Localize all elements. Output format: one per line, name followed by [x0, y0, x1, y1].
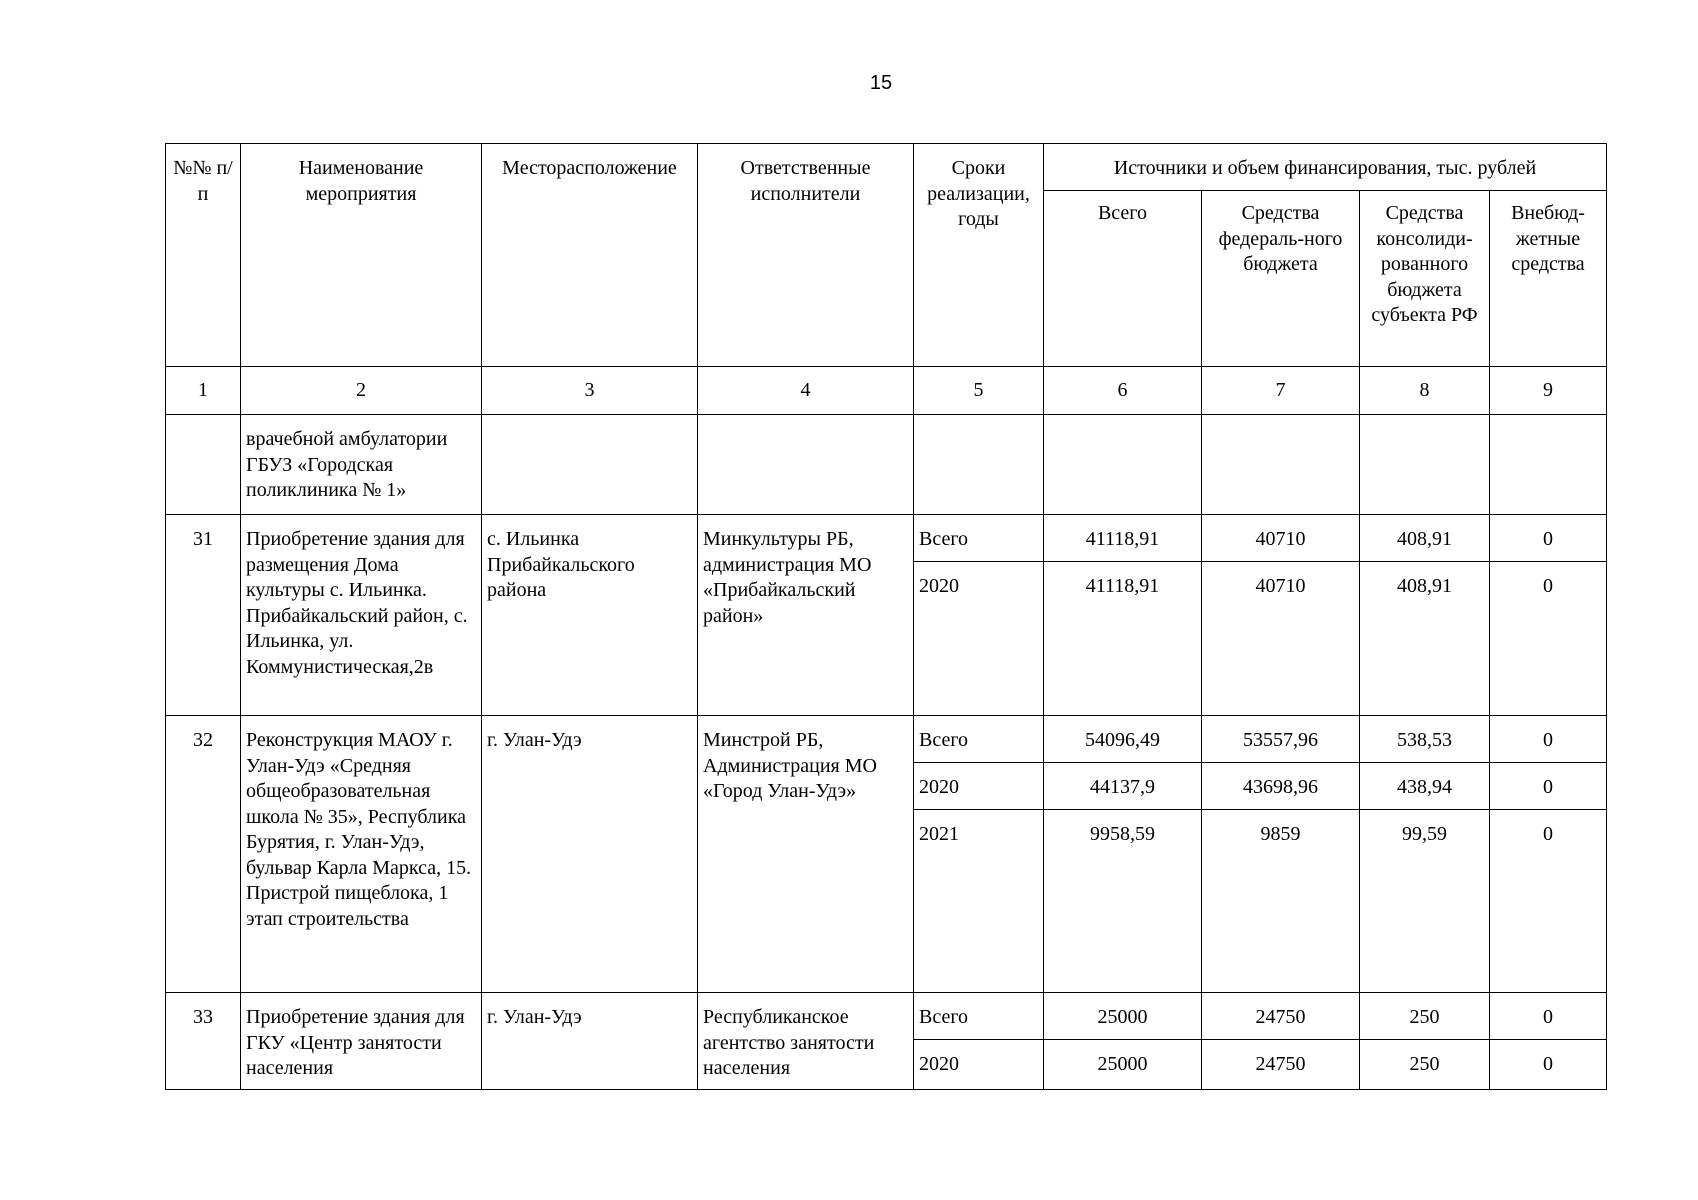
row-period: Всего — [914, 993, 1044, 1040]
header-row-1 — [166, 144, 1607, 191]
row-federal: 40710 — [1202, 562, 1360, 716]
empty-cell — [1044, 415, 1202, 515]
header-extra: Внебюд-жетные средства — [1490, 191, 1607, 367]
row-total: 54096,49 — [1044, 716, 1202, 763]
table-row — [166, 993, 1607, 1040]
row-regional: 250 — [1360, 1040, 1490, 1090]
row-extra: 0 — [1490, 1040, 1607, 1090]
row-extra: 0 — [1490, 515, 1607, 562]
row-period: 2020 — [914, 763, 1044, 810]
continuation-name: врачебной амбулатории ГБУЗ «Городская поликлиника № 1» — [241, 415, 482, 515]
table-row — [166, 515, 1607, 562]
row-federal: 53557,96 — [1202, 716, 1360, 763]
row-num: 33 — [166, 993, 241, 1090]
row-responsible: Минстрой РБ, Администрация МО «Город Улан-Удэ» — [698, 716, 914, 993]
column-numbers-row — [166, 367, 1607, 415]
row-period: Всего — [914, 515, 1044, 562]
row-location: г. Улан-Удэ — [482, 993, 698, 1090]
row-period: 2020 — [914, 562, 1044, 716]
row-period: Всего — [914, 716, 1044, 763]
continuation-num — [166, 415, 241, 515]
header-name: Наименование мероприятия — [241, 144, 482, 367]
row-name: Реконструкция МАОУ г. Улан-Удэ «Средняя общеобразовательная школа № 35», Республика Бурятия, г. Улан-Удэ, бульвар Карла Маркса, 15. Пристрой пищеблока, 1 этап строительства — [241, 716, 482, 993]
row-extra: 0 — [1490, 810, 1607, 993]
financing-table — [165, 143, 1607, 1090]
row-federal: 9859 — [1202, 810, 1360, 993]
row-regional: 99,59 — [1360, 810, 1490, 993]
row-total: 25000 — [1044, 993, 1202, 1040]
page-number: 15 — [869, 72, 893, 94]
row-extra: 0 — [1490, 993, 1607, 1040]
header-location: Месторасположение — [482, 144, 698, 367]
header-federal: Средства федераль-ного бюджета — [1202, 191, 1360, 367]
column-number: 8 — [1360, 367, 1490, 415]
column-number: 2 — [241, 367, 482, 415]
row-name: Приобретение здания для ГКУ «Центр занятости населения — [241, 993, 482, 1090]
empty-cell — [698, 415, 914, 515]
row-location: с. Ильинка Прибайкальского района — [482, 515, 698, 716]
column-number: 7 — [1202, 367, 1360, 415]
row-total: 41118,91 — [1044, 515, 1202, 562]
header-regional: Средства консолиди-рованного бюджета субъекта РФ — [1360, 191, 1490, 367]
row-name: Приобретение здания для размещения Дома культуры с. Ильинка. Прибайкальский район, с. Ильинка, ул. Коммунистическая,2в — [241, 515, 482, 716]
row-regional: 408,91 — [1360, 562, 1490, 716]
row-total: 41118,91 — [1044, 562, 1202, 716]
row-regional: 438,94 — [1360, 763, 1490, 810]
column-number: 5 — [914, 367, 1044, 415]
column-number: 1 — [166, 367, 241, 415]
row-period: 2020 — [914, 1040, 1044, 1090]
continuation-row — [166, 415, 1607, 515]
header-funding: Источники и объем финансирования, тыс. рублей — [1044, 144, 1607, 191]
table-row — [166, 716, 1607, 763]
row-total: 9958,59 — [1044, 810, 1202, 993]
row-federal: 24750 — [1202, 993, 1360, 1040]
empty-cell — [1202, 415, 1360, 515]
empty-cell — [1490, 415, 1607, 515]
empty-cell — [1360, 415, 1490, 515]
row-period: 2021 — [914, 810, 1044, 993]
row-federal: 24750 — [1202, 1040, 1360, 1090]
empty-cell — [482, 415, 698, 515]
header-responsible: Ответственные исполнители — [698, 144, 914, 367]
header-period: Сроки реализации, годы — [914, 144, 1044, 367]
column-number: 6 — [1044, 367, 1202, 415]
row-extra: 0 — [1490, 763, 1607, 810]
header-total: Всего — [1044, 191, 1202, 367]
column-number: 4 — [698, 367, 914, 415]
row-regional: 538,53 — [1360, 716, 1490, 763]
row-num: 31 — [166, 515, 241, 716]
row-responsible: Минкультуры РБ, администрация МО «Прибайкальский район» — [698, 515, 914, 716]
column-number: 3 — [482, 367, 698, 415]
row-total: 44137,9 — [1044, 763, 1202, 810]
row-federal: 43698,96 — [1202, 763, 1360, 810]
header-num: №№ п/п — [166, 144, 241, 367]
row-regional: 408,91 — [1360, 515, 1490, 562]
row-extra: 0 — [1490, 716, 1607, 763]
row-extra: 0 — [1490, 562, 1607, 716]
row-total: 25000 — [1044, 1040, 1202, 1090]
row-num: 32 — [166, 716, 241, 993]
row-regional: 250 — [1360, 993, 1490, 1040]
row-responsible: Республиканское агентство занятости населения — [698, 993, 914, 1090]
column-number: 9 — [1490, 367, 1607, 415]
empty-cell — [914, 415, 1044, 515]
row-location: г. Улан-Удэ — [482, 716, 698, 993]
row-federal: 40710 — [1202, 515, 1360, 562]
